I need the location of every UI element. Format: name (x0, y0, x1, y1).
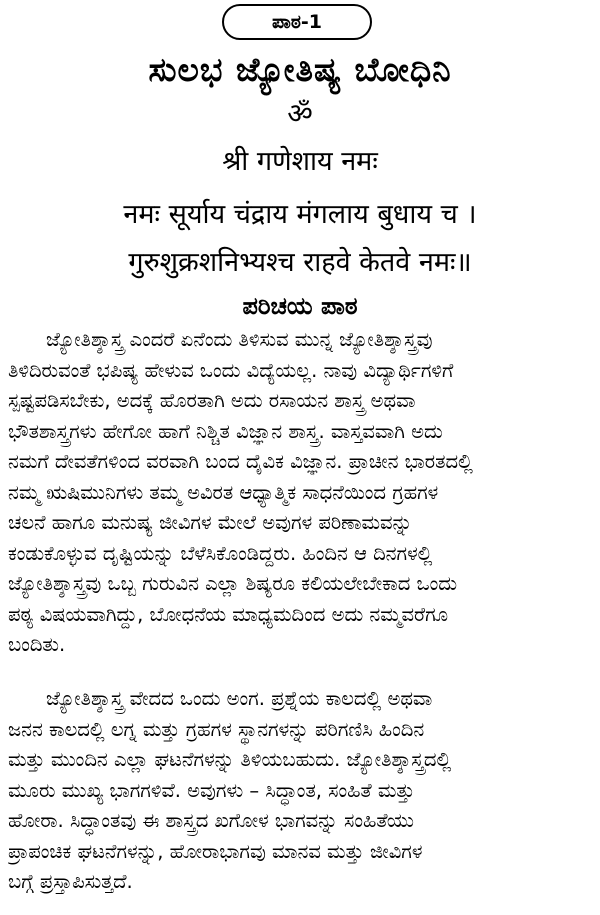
paragraph-line: ಹೋರಾ. ಸಿದ್ಧಾಂತವು ಈ ಶಾಸ್ತ್ರದ ಖಗೋಳ ಭಾಗವನ್ನು ಸಂಹಿತೆಯು (8, 809, 414, 832)
paragraph-line: ಜ್ಯೋತಿಶ್ಶಾಸ್ತ್ರವು ಒಬ್ಬ ಗುರುವಿನ ಎಲ್ಲಾ ಶಿಷ್ಯರೂ ಕಲಿಯಲೇಬೇಕಾದ ಒಂದು (8, 572, 458, 595)
paragraph-line: ಪಠ್ಯ ವಿಷಯವಾಗಿದ್ದು, ಬೋಧನೆಯ ಮಾಧ್ಯಮದಿಂದ ಅದು ನಮ್ಮವರೆಗೂ (8, 602, 449, 626)
paragraph-line: ಜ್ಯೋತಿಶ್ಶಾಸ್ತ್ರ ವೇದದ ಒಂದು ಅಂಗ. ಪ್ರಶ್ನೆಯ ಕಾಲದಲ್ಲಿ ಅಥವಾ (46, 687, 433, 710)
invocation-line-1: श्री गणेशाय नमः (222, 146, 378, 177)
paragraph-line: ತಿಳಿದಿರುವಂತೆ ಭಪಿಷ್ಯ ಹೇಳುವ ಒಂದು ವಿದ್ಯೆಯಲ್ಲ. ನಾವು ವಿದ್ಯಾರ್ಥಿಗಳಿಗೆ (8, 358, 454, 382)
invocation-line-3: गुरुशुक्रशनिभ्यश्च राहवे केतवे नमः॥ (128, 247, 472, 278)
paragraph-line: ನಮಗೆ ದೇವತೆಗಳಿಂದ ವರವಾಗಿ ಬಂದ ದೈವಿಕ ವಿಜ್ಞಾನ. ಪ್ರಾಚೀನ ಭಾರತದಲ್ಲಿ (8, 450, 473, 473)
lesson-badge (222, 4, 372, 40)
paragraph-line: ಬಂದಿತು. (8, 633, 66, 656)
paragraph-2 (8, 684, 592, 898)
paragraph-line: ಭೌತಶಾಸ್ತ್ರಗಳು ಹೇಗೋ ಹಾಗೆ ನಿಶ್ಚಿತ ವಿಜ್ಞಾನ ಶಾಸ್ತ್ರ. ವಾಸ್ತವವಾಗಿ ಅದು (8, 419, 443, 443)
lesson-badge-label: ಪಾಠ-1 (271, 11, 323, 33)
invocation-line-2: नमः सूर्याय चंद्राय मंगलाय बुधाय च । (123, 199, 477, 230)
paragraph-line: ಸ್ಪಷ್ಟಪಡಿಸಬೇಕು, ಅದಕ್ಕೆ ಹೊರತಾಗಿ ಅದು ರಸಾಯನ ಶಾಸ್ತ್ರ ಅಥವಾ (8, 389, 416, 412)
om-symbol: ॐ (287, 97, 313, 130)
paragraph-line: ಜನನ ಕಾಲದಲ್ಲಿ ಲಗ್ನ ಮತ್ತು ಗ್ರಹಗಳ ಸ್ಥಾನಗಳನ್ನು ಪರಿಗಣಿಸಿ ಹಿಂದಿನ (8, 717, 425, 741)
paragraph-line: ಪ್ರಾಪಂಚಿಕ ಘಟನೆಗಳನ್ನು, ಹೋರಾಭಾಗವು ಮಾನವ ಮತ್ತು ಜೀವಿಗಳ (8, 839, 423, 863)
paragraph-line: ಮತ್ತು ಮುಂದಿನ ಎಲ್ಲಾ ಘಟನೆಗಳನ್ನು ತಿಳಿಯಬಹುದು. ಜ್ಯೋತಿಶ್ಶಾಸ್ತ್ರದಲ್ಲಿ (8, 748, 452, 771)
paragraph-line: ಬಗ್ಗೆ ಪ್ರಸ್ತಾಪಿಸುತ್ತದೆ. (8, 870, 133, 893)
book-title: ಸುಲಭ ಜ್ಯೋತಿಷ್ಯ ಬೋಧಿನಿ (148, 50, 452, 89)
paragraph-line: ಚಲನೆ ಹಾಗೂ ಮನುಷ್ಯ ಜೀವಿಗಳ ಮೇಲೆ ಅವುಗಳ ಪರಿಣಾಮವನ್ನು (8, 511, 413, 534)
paragraph-line: ಜ್ಯೋತಿಶ್ಶಾಸ್ತ್ರ ಎಂದರೆ ಏನೆಂದು ತಿಳಿಸುವ ಮುನ್ನ ಜ್ಯೋತಿಶ್ಶಾಸ್ತ್ರವು (46, 328, 433, 351)
section-title: ಪರಿಚಯ ಪಾಠ (242, 292, 358, 320)
paragraph-line: ನಮ್ಮ ಋಷಿಮುನಿಗಳು ತಮ್ಮ ಅವಿರತ ಆಧ್ಯಾತ್ಮಿಕ ಸಾಧನೆಯಿಂದ ಗ್ರಹಗಳ (8, 480, 439, 504)
paragraph-1 (8, 325, 592, 661)
paragraph-line: ಮೂರು ಮುಖ್ಯ ಭಾಗಗಳಿವೆ. ಅವುಗಳು – ಸಿದ್ಧಾಂತ, ಸಂಹಿತೆ ಮತ್ತು (8, 778, 415, 802)
paragraph-line: ಕಂಡುಕೊಳ್ಳುವ ದೃಷ್ಟಿಯನ್ನು ಬೆಳೆಸಿಕೊಂಡಿದ್ದರು. ಹಿಂದಿನ ಆ ದಿನಗಳಲ್ಲಿ (8, 541, 433, 565)
